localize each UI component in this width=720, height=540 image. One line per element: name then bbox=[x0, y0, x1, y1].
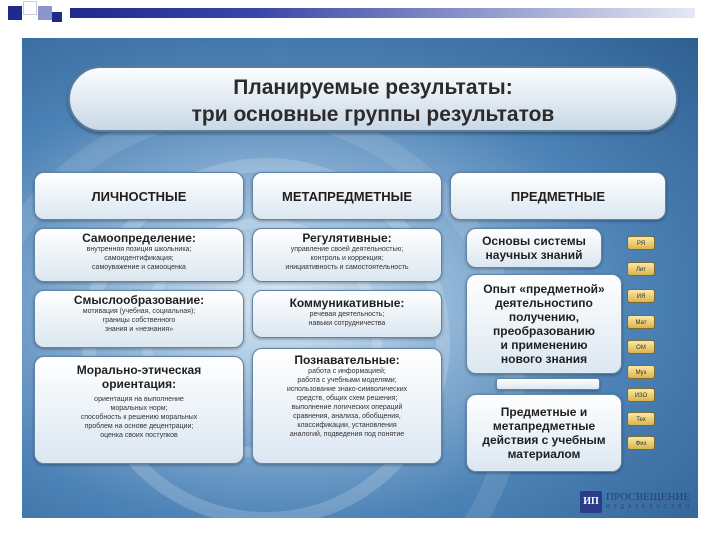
box-science-foundations bbox=[466, 228, 602, 268]
subject-tag-iya: ИЯ bbox=[627, 289, 655, 303]
box-moral-orientation bbox=[34, 356, 244, 464]
connector-bar bbox=[496, 378, 600, 390]
box-line: моральных норм; bbox=[110, 405, 168, 412]
corner-square-3 bbox=[38, 6, 52, 20]
subject-tag-teh: Тех bbox=[627, 412, 655, 426]
header-personal bbox=[34, 172, 244, 220]
top-gradient-bar bbox=[70, 8, 695, 18]
box-title: Познавательные: bbox=[294, 353, 400, 367]
box-line: выполнение логических операций bbox=[291, 404, 403, 411]
corner-square-2 bbox=[23, 1, 37, 15]
box-line: действия с учебным bbox=[482, 433, 606, 447]
publisher-subtitle: ИЗДАТЕЛЬСТВО bbox=[606, 504, 694, 510]
slide-panel bbox=[22, 38, 698, 518]
subject-tag-muz: Муз bbox=[627, 365, 655, 379]
header-subject-label: ПРЕДМЕТНЫЕ bbox=[510, 188, 606, 204]
box-line: знания и «незнания» bbox=[104, 326, 174, 333]
subject-tag-mat: Мат bbox=[627, 315, 655, 329]
publisher-logo bbox=[580, 491, 700, 515]
box-line: навыки сотрудничества bbox=[308, 320, 386, 327]
box-subject-actions bbox=[466, 394, 622, 472]
box-line: контроль и коррекция; bbox=[310, 255, 384, 262]
title-line-2: три основные группы результатов bbox=[191, 103, 555, 126]
box-line: проблем на основе децентрации; bbox=[84, 423, 194, 430]
box-self-determination bbox=[34, 228, 244, 282]
box-line: ориентация на выполнение bbox=[94, 396, 184, 403]
box-line: использование знако-символических bbox=[286, 386, 408, 393]
box-regulatory bbox=[252, 228, 442, 282]
box-title: Регулятивные: bbox=[302, 231, 392, 245]
box-meaning-formation bbox=[34, 290, 244, 348]
box-line: Основы системы bbox=[482, 234, 586, 248]
header-subject bbox=[450, 172, 666, 220]
box-line: самоуважение и самооценка bbox=[92, 264, 186, 271]
box-line: Предметные и bbox=[500, 405, 588, 419]
box-line: и применению bbox=[500, 338, 588, 352]
box-title: Морально-этическая bbox=[76, 363, 202, 377]
box-line: речевая деятельность; bbox=[309, 311, 385, 318]
box-title: Смыслообразование: bbox=[73, 293, 205, 307]
box-line: работа с учебными моделями; bbox=[297, 377, 397, 384]
box-line: оценка своих поступков bbox=[100, 432, 178, 439]
box-line: способность к решению моральных bbox=[80, 414, 198, 421]
box-title: Коммуникативные: bbox=[289, 296, 405, 310]
box-line: деятельностипо bbox=[495, 296, 593, 310]
box-cognitive bbox=[252, 348, 442, 464]
box-line: классификации, установления bbox=[297, 422, 397, 429]
subject-tag-om: ОМ bbox=[627, 340, 655, 354]
box-line: материалом bbox=[507, 447, 581, 461]
box-title: ориентация: bbox=[101, 377, 177, 391]
box-line: нового знания bbox=[500, 352, 588, 366]
box-line: инициативность и самостоятельность bbox=[285, 264, 409, 271]
corner-square-1 bbox=[8, 6, 22, 20]
box-line: самоидентификация; bbox=[104, 255, 174, 262]
box-line: получению, bbox=[508, 310, 580, 324]
header-metasubject-label: МЕТАПРЕДМЕТНЫЕ bbox=[281, 188, 412, 204]
box-line: мотивация (учебная, социальная); bbox=[82, 308, 196, 315]
subject-tag-lit: Лит bbox=[627, 262, 655, 276]
header-personal-label: ЛИЧНОСТНЫЕ bbox=[91, 188, 187, 204]
slide-title bbox=[68, 66, 678, 132]
publisher-emblem: ИП bbox=[580, 491, 602, 513]
box-line: преобразованию bbox=[493, 324, 595, 338]
box-line: границы собственного bbox=[102, 317, 176, 324]
box-subject-experience bbox=[466, 274, 622, 374]
box-line: управление своей деятельностью; bbox=[290, 246, 404, 253]
title-line-1: Планируемые результаты: bbox=[233, 76, 513, 99]
box-line: научных знаний bbox=[485, 248, 583, 262]
subject-tag-ry: РЯ bbox=[627, 236, 655, 250]
corner-square-4 bbox=[52, 12, 62, 22]
box-title: Самоопределение: bbox=[82, 231, 196, 245]
box-line: аналогий, подведения под понятие bbox=[289, 431, 405, 438]
box-line: метапредметные bbox=[492, 419, 596, 433]
box-line: Опыт «предметной» bbox=[483, 282, 605, 296]
box-line: внутренняя позиция школьника; bbox=[86, 246, 192, 253]
subject-tag-fiz: Физ bbox=[627, 436, 655, 450]
box-line: сравнения, анализа, обобщения, bbox=[293, 413, 401, 420]
subject-tag-izo: ИЗО bbox=[627, 388, 655, 402]
publisher-name: ПРОСВЕЩЕНИЕ bbox=[606, 491, 691, 503]
box-line: работа с информацией; bbox=[308, 368, 386, 375]
box-communicative bbox=[252, 290, 442, 338]
header-metasubject bbox=[252, 172, 442, 220]
box-line: средств, общих схем решения; bbox=[296, 395, 398, 402]
